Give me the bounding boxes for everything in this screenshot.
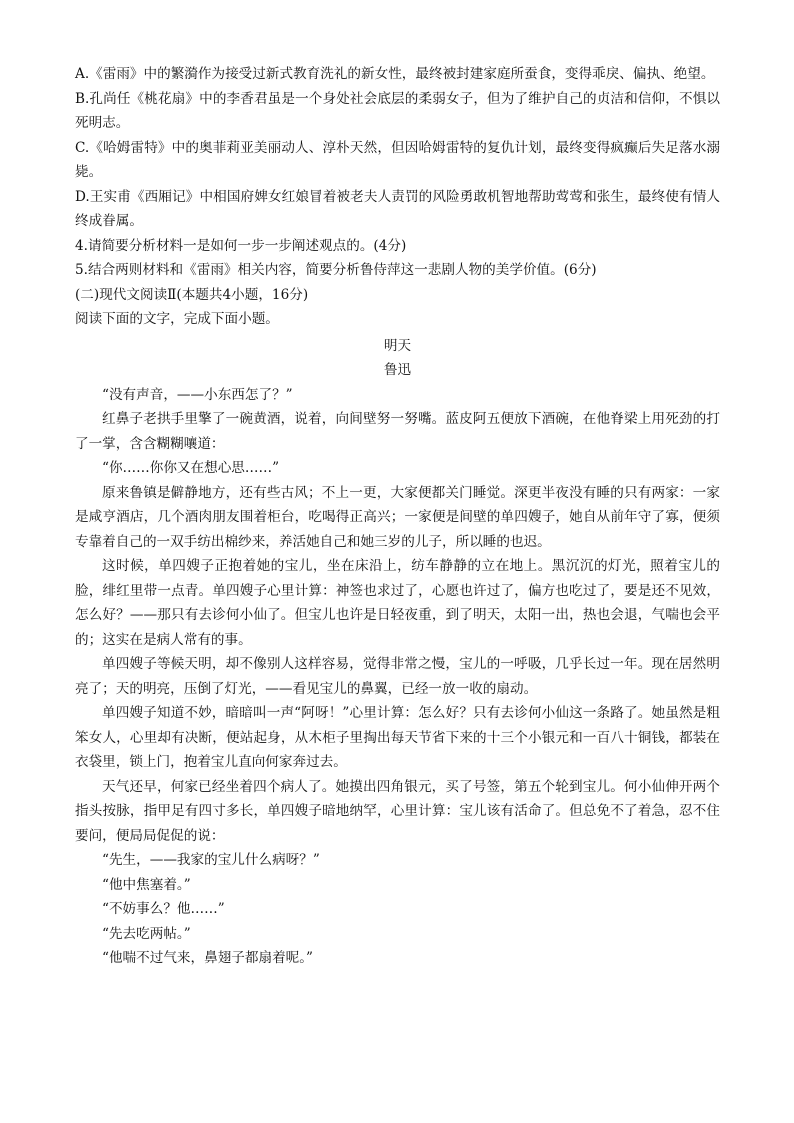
story-paragraph: “不妨事么？他……” xyxy=(102,901,225,917)
section-heading: (二)现代文阅读Ⅱ(本题共4小题，16分) xyxy=(75,286,309,303)
option-d: D.王实甫《西厢记》中相国府婢女红娘冒着被老夫人责罚的风险勇敢机智地帮助莺莺和张生，最终使有情人终成眷属。 xyxy=(75,188,720,229)
story-paragraph: 单四嫂子等候天明，却不像别人这样容易，觉得非常之慢，宝儿的一呼吸，几乎长过一年。现在居然明亮了；天的明亮，压倒了灯光，——看见宝儿的鼻翼，已经一放一收的扇动。 xyxy=(75,656,720,697)
story-paragraph: “他喘不过气来，鼻翅子都扇着呢。” xyxy=(102,950,314,966)
option-c: C.《哈姆雷特》中的奥菲莉亚美丽动人、淳朴天然，但因哈姆雷特的复仇计划，最终变得疯癫后失足落水溺毙。 xyxy=(75,139,720,180)
question-4: 4.请简要分析材料一是如何一步一步阐述观点的。(4分) xyxy=(75,237,407,254)
option-a: A.《雷雨》中的繁漪作为接受过新式教育洗礼的新女性，最终被封建家庭所蚕食，变得乖戾、偏执、绝望。 xyxy=(75,66,715,82)
question-5: 5.结合两则材料和《雷雨》相关内容，简要分析鲁侍萍这一悲剧人物的美学价值。(6分) xyxy=(75,262,597,278)
option-b: B.孔尚任《桃花扇》中的李香君虽是一个身处社会底层的柔弱女子，但为了维护自己的贞洁和信仰，不惧以死明志。 xyxy=(75,90,720,131)
story-paragraph: 红鼻子老拱手里擎了一碗黄酒，说着，向间壁努一努嘴。蓝皮阿五便放下酒碗，在他脊梁上用死劲的打了一掌，含含糊糊嚷道： xyxy=(75,411,720,452)
story-author: 鲁迅 xyxy=(383,362,412,378)
story-paragraph: 这时候，单四嫂子正抱着她的宝儿，坐在床沿上，纺车静静的立在地上。黑沉沉的灯光，照着宝儿的脸，绯红里带一点青。单四嫂子心里计算：神签也求过了，心愿也许过了，偏方也吃过了，要是还不见效，怎么好？——那只有去诊何小仙了。但宝儿也许是日轻夜重，到了明天，太阳一出，热也会退，气喘也会平的；这实在是病人常有的事。 xyxy=(75,558,720,648)
story-paragraph: “他中焦塞着。” xyxy=(102,876,191,893)
story-paragraph: “先生，——我家的宝儿什么病呀？” xyxy=(102,852,320,868)
story-paragraph: “你……你你又在想心思……” xyxy=(102,460,280,476)
reading-instruction: 阅读下面的文字，完成下面小题。 xyxy=(75,311,279,327)
story-paragraph: “先去吃两帖。” xyxy=(102,925,191,942)
story-paragraph: 天气还早，何家已经坐着四个病人了。她摸出四角银元，买了号签，第五个轮到宝儿。何小仙伸开两个指头按脉，指甲足有四寸多长，单四嫂子暗地纳罕，心里计算：宝儿该有活命了。但总免不了着急，忍不住要问，便局局促促的说： xyxy=(75,778,720,844)
story-paragraph: “没有声音，——小东西怎了？” xyxy=(102,386,293,403)
story-paragraph: 原来鲁镇是僻静地方，还有些古风；不上一更，大家便都关门睡觉。深更半夜没有睡的只有两家：一家是咸亨酒店，几个酒肉朋友围着柜台，吃喝得正高兴；一家便是间壁的单四嫂子，她自从前年守了寡，便须专靠着自己的一双手纺出棉纱来，养活她自己和她三岁的儿子，所以睡的也迟。 xyxy=(75,484,720,550)
page-content xyxy=(75,62,720,971)
story-title: 明天 xyxy=(383,337,412,354)
story-paragraph: 单四嫂子知道不妙，暗暗叫一声“阿呀！”心里计算：怎么好？只有去诊何小仙这一条路了。她虽然是粗笨女人，心里却有决断，便站起身，从木柜子里掏出每天节省下来的十三个小银元和一百八十铜钱，都装在衣袋里，锁上门，抱着宝儿直向何家奔过去。 xyxy=(75,705,720,770)
